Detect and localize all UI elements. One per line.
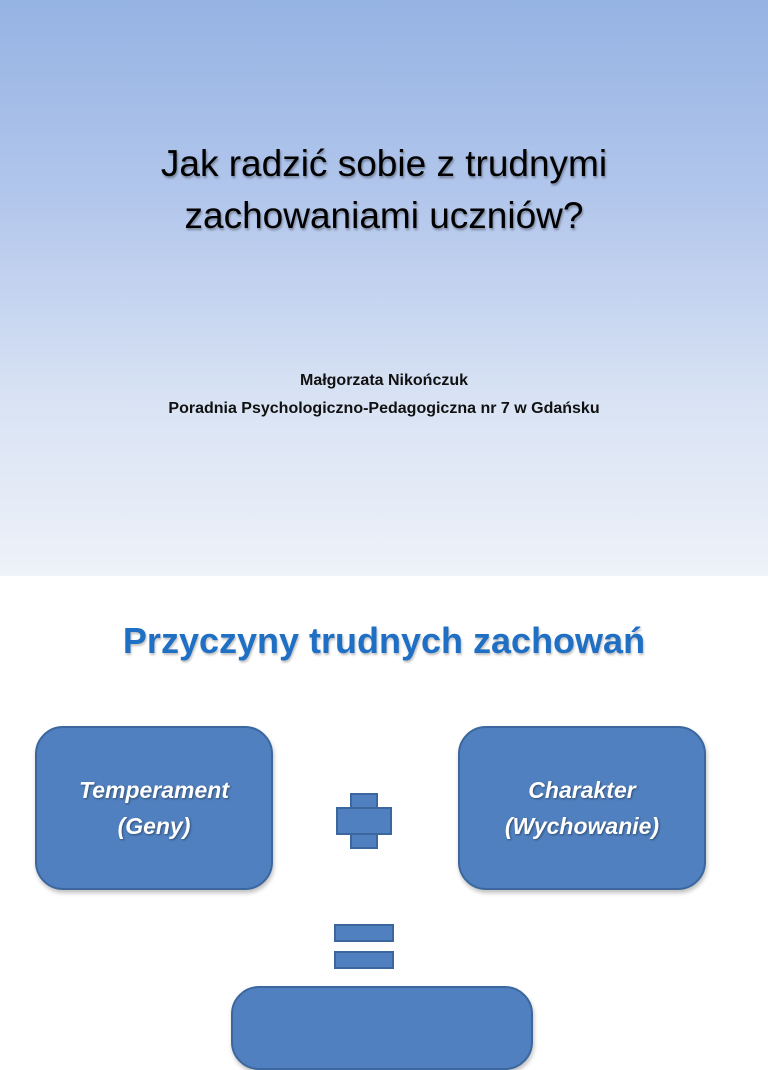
charakter-label: Charakter — [528, 777, 636, 803]
author-block — [0, 367, 768, 423]
author-institution: Poradnia Psychologiczno-Pedagogiczna nr 7 w Gdańsku — [168, 400, 600, 417]
equals-icon-top-bar — [334, 924, 394, 942]
result-box — [231, 986, 533, 1070]
slide-heading: Przyczyny trudnych zachowań — [122, 620, 646, 661]
temperament-box — [35, 726, 273, 890]
causes-slide — [0, 576, 768, 1024]
equals-icon-bottom-bar — [334, 951, 394, 969]
slide-title-line-2: zachowaniami uczniów? — [184, 195, 584, 236]
slide-title-line-1: Jak radzić sobie z trudnymi — [160, 143, 608, 184]
temperament-sublabel: (Geny) — [117, 813, 191, 839]
temperament-label: Temperament — [79, 777, 229, 803]
charakter-box — [458, 726, 706, 890]
slide-title — [0, 138, 768, 242]
author-name: Małgorzata Nikończuk — [299, 372, 469, 389]
plus-icon-horizontal — [336, 807, 392, 835]
charakter-sublabel: (Wychowanie) — [504, 813, 660, 839]
